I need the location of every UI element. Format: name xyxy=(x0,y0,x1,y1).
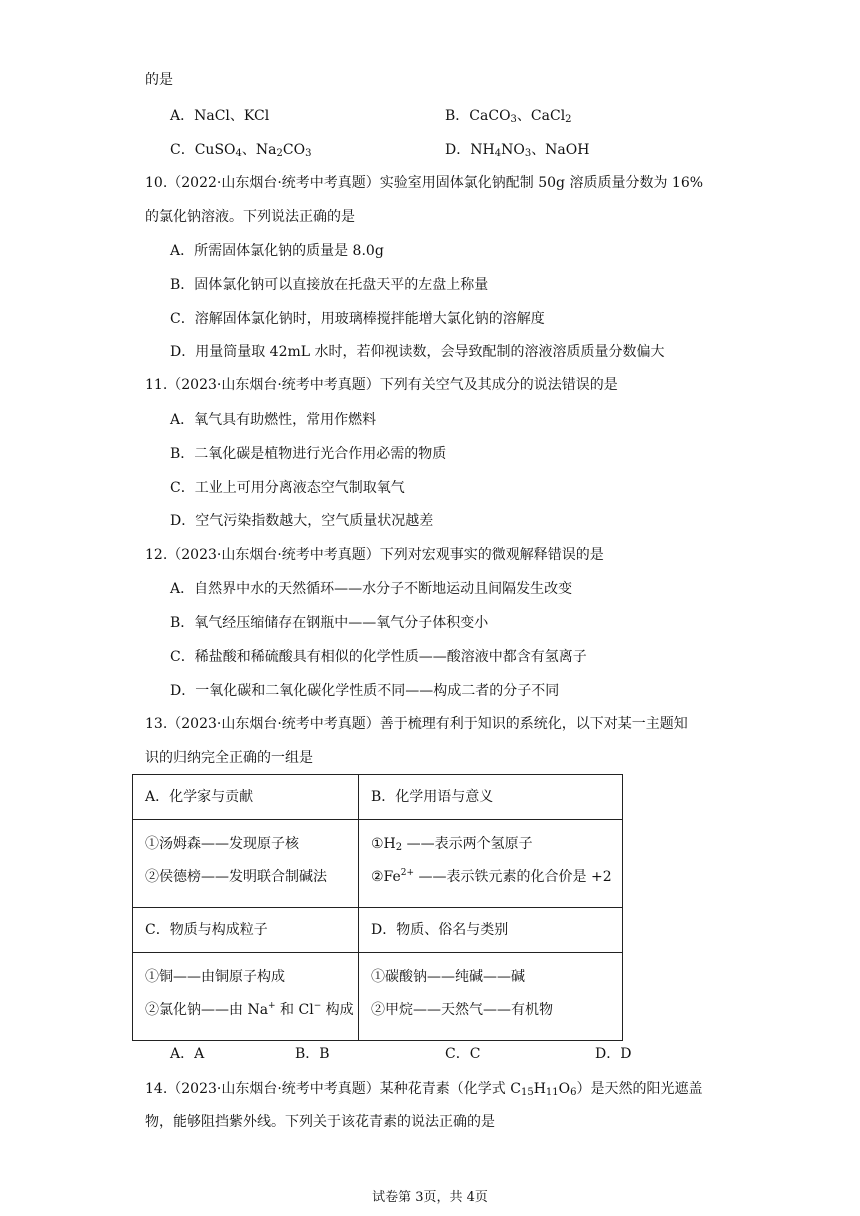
question-9-tail: 的是 xyxy=(145,72,173,88)
cell-d-item-1: ①碳酸钠——纯碱——碱 xyxy=(371,969,525,985)
cell-b-item-2: $②Fe^{2+}$ ——表示铁元素的化合价是 +2 xyxy=(371,868,612,885)
question-11-stem: 11.（2023·山东烟台·统考中考真题）下列有关空气及其成分的说法错误的是 xyxy=(145,377,618,393)
q10-option-a: A．所需固体氯化钠的质量是 8.0g xyxy=(170,243,384,259)
cell-b-item-1: $①H_2$ ——表示两个氢原子 xyxy=(371,836,533,853)
cell-d-body xyxy=(359,953,623,1041)
q11-option-a: A．氧气具有助燃性，常用作燃料 xyxy=(170,412,377,428)
q13-answer-a: A．A xyxy=(170,1046,205,1062)
question-12-stem: 12.（2023·山东烟台·统考中考真题）下列对宏观事实的微观解释错误的是 xyxy=(145,547,604,563)
question-14-stem-line2: 物，能够阻挡紫外线。下列关于该花青素的说法正确的是 xyxy=(145,1114,495,1130)
question-10-stem-line2: 的氯化钠溶液。下列说法正确的是 xyxy=(145,209,355,225)
page-footer: 试卷第 3页，共 4页 xyxy=(372,1190,488,1205)
q9-option-c: C．CuSO$_4$、$Na_2CO_3$ xyxy=(170,142,312,159)
cell-d-heading: D．物质、俗名与类别 xyxy=(359,908,623,953)
cell-d-item-2: ②甲烷——天然气——有机物 xyxy=(371,1002,553,1018)
cell-b-heading: B．化学用语与意义 xyxy=(359,775,623,820)
question-14-stem-line1: 14.（2023·山东烟台·统考中考真题）某种花青素（化学式 $C_{15}H_{11}O_6$）是天然的阳光遮盖 xyxy=(145,1081,703,1098)
cell-a-item-1: ①汤姆森——发现原子核 xyxy=(145,836,299,852)
q11-option-d: D．空气污染指数越大，空气质量状况越差 xyxy=(170,513,434,529)
q13-answer-d: D．D xyxy=(595,1046,632,1062)
question-10-stem-line1: 10.（2022·山东烟台·统考中考真题）实验室用固体氯化钠配制 50g 溶质质量分数为 16% xyxy=(145,175,704,191)
q11-option-c: C．工业上可用分离液态空气制取氧气 xyxy=(170,480,405,496)
q12-option-a: A．自然界中水的天然循环——水分子不断地运动且间隔发生改变 xyxy=(170,581,573,597)
cell-c-body xyxy=(133,953,359,1041)
q12-option-d: D．一氧化碳和二氧化碳化学性质不同——构成二者的分子不同 xyxy=(170,683,560,699)
q10-option-c: C．溶解固体氯化钠时，用玻璃棒搅拌能增大氯化钠的溶解度 xyxy=(170,311,545,327)
q9-option-d: D．$NH_4NO_3$、NaOH xyxy=(445,142,590,159)
q12-option-b: B．氧气经压缩储存在钢瓶中——氧气分子体积变小 xyxy=(170,615,489,631)
q10-option-d: D．用量筒量取 42mL 水时，若仰视读数，会导致配制的溶液溶质质量分数偏大 xyxy=(170,344,665,360)
q12-option-c: C．稀盐酸和稀硫酸具有相似的化学性质——酸溶液中都含有氢离子 xyxy=(170,649,587,665)
cell-a-heading: A．化学家与贡献 xyxy=(133,775,359,820)
question-13-stem-line1: 13.（2023·山东烟台·统考中考真题）善于梳理有利于知识的系统化，以下对某一主题知 xyxy=(145,716,688,732)
knowledge-table xyxy=(132,774,623,1041)
cell-a-item-2: ②侯德榜——发明联合制碱法 xyxy=(145,869,327,885)
q13-answer-c: C．C xyxy=(445,1046,481,1062)
cell-c-heading: C．物质与构成粒子 xyxy=(133,908,359,953)
cell-a-body xyxy=(133,820,359,908)
cell-b-body xyxy=(359,820,623,908)
q11-option-b: B．二氧化碳是植物进行光合作用必需的物质 xyxy=(170,446,447,462)
q10-option-b: B．固体氯化钠可以直接放在托盘天平的左盘上称量 xyxy=(170,277,489,293)
question-13-stem-line2: 识的归纳完全正确的一组是 xyxy=(145,750,313,766)
q9-option-b: B．CaCO$_3$、CaCl$_2$ xyxy=(445,108,572,125)
q9-option-a: A．NaCl、KCl xyxy=(170,108,270,124)
q13-answer-b: B．B xyxy=(295,1046,330,1062)
cell-c-item-2: ②氯化钠——由 Na+ 和 Cl− 构成 xyxy=(145,1001,354,1018)
cell-c-item-1: ①铜——由铜原子构成 xyxy=(145,969,285,985)
